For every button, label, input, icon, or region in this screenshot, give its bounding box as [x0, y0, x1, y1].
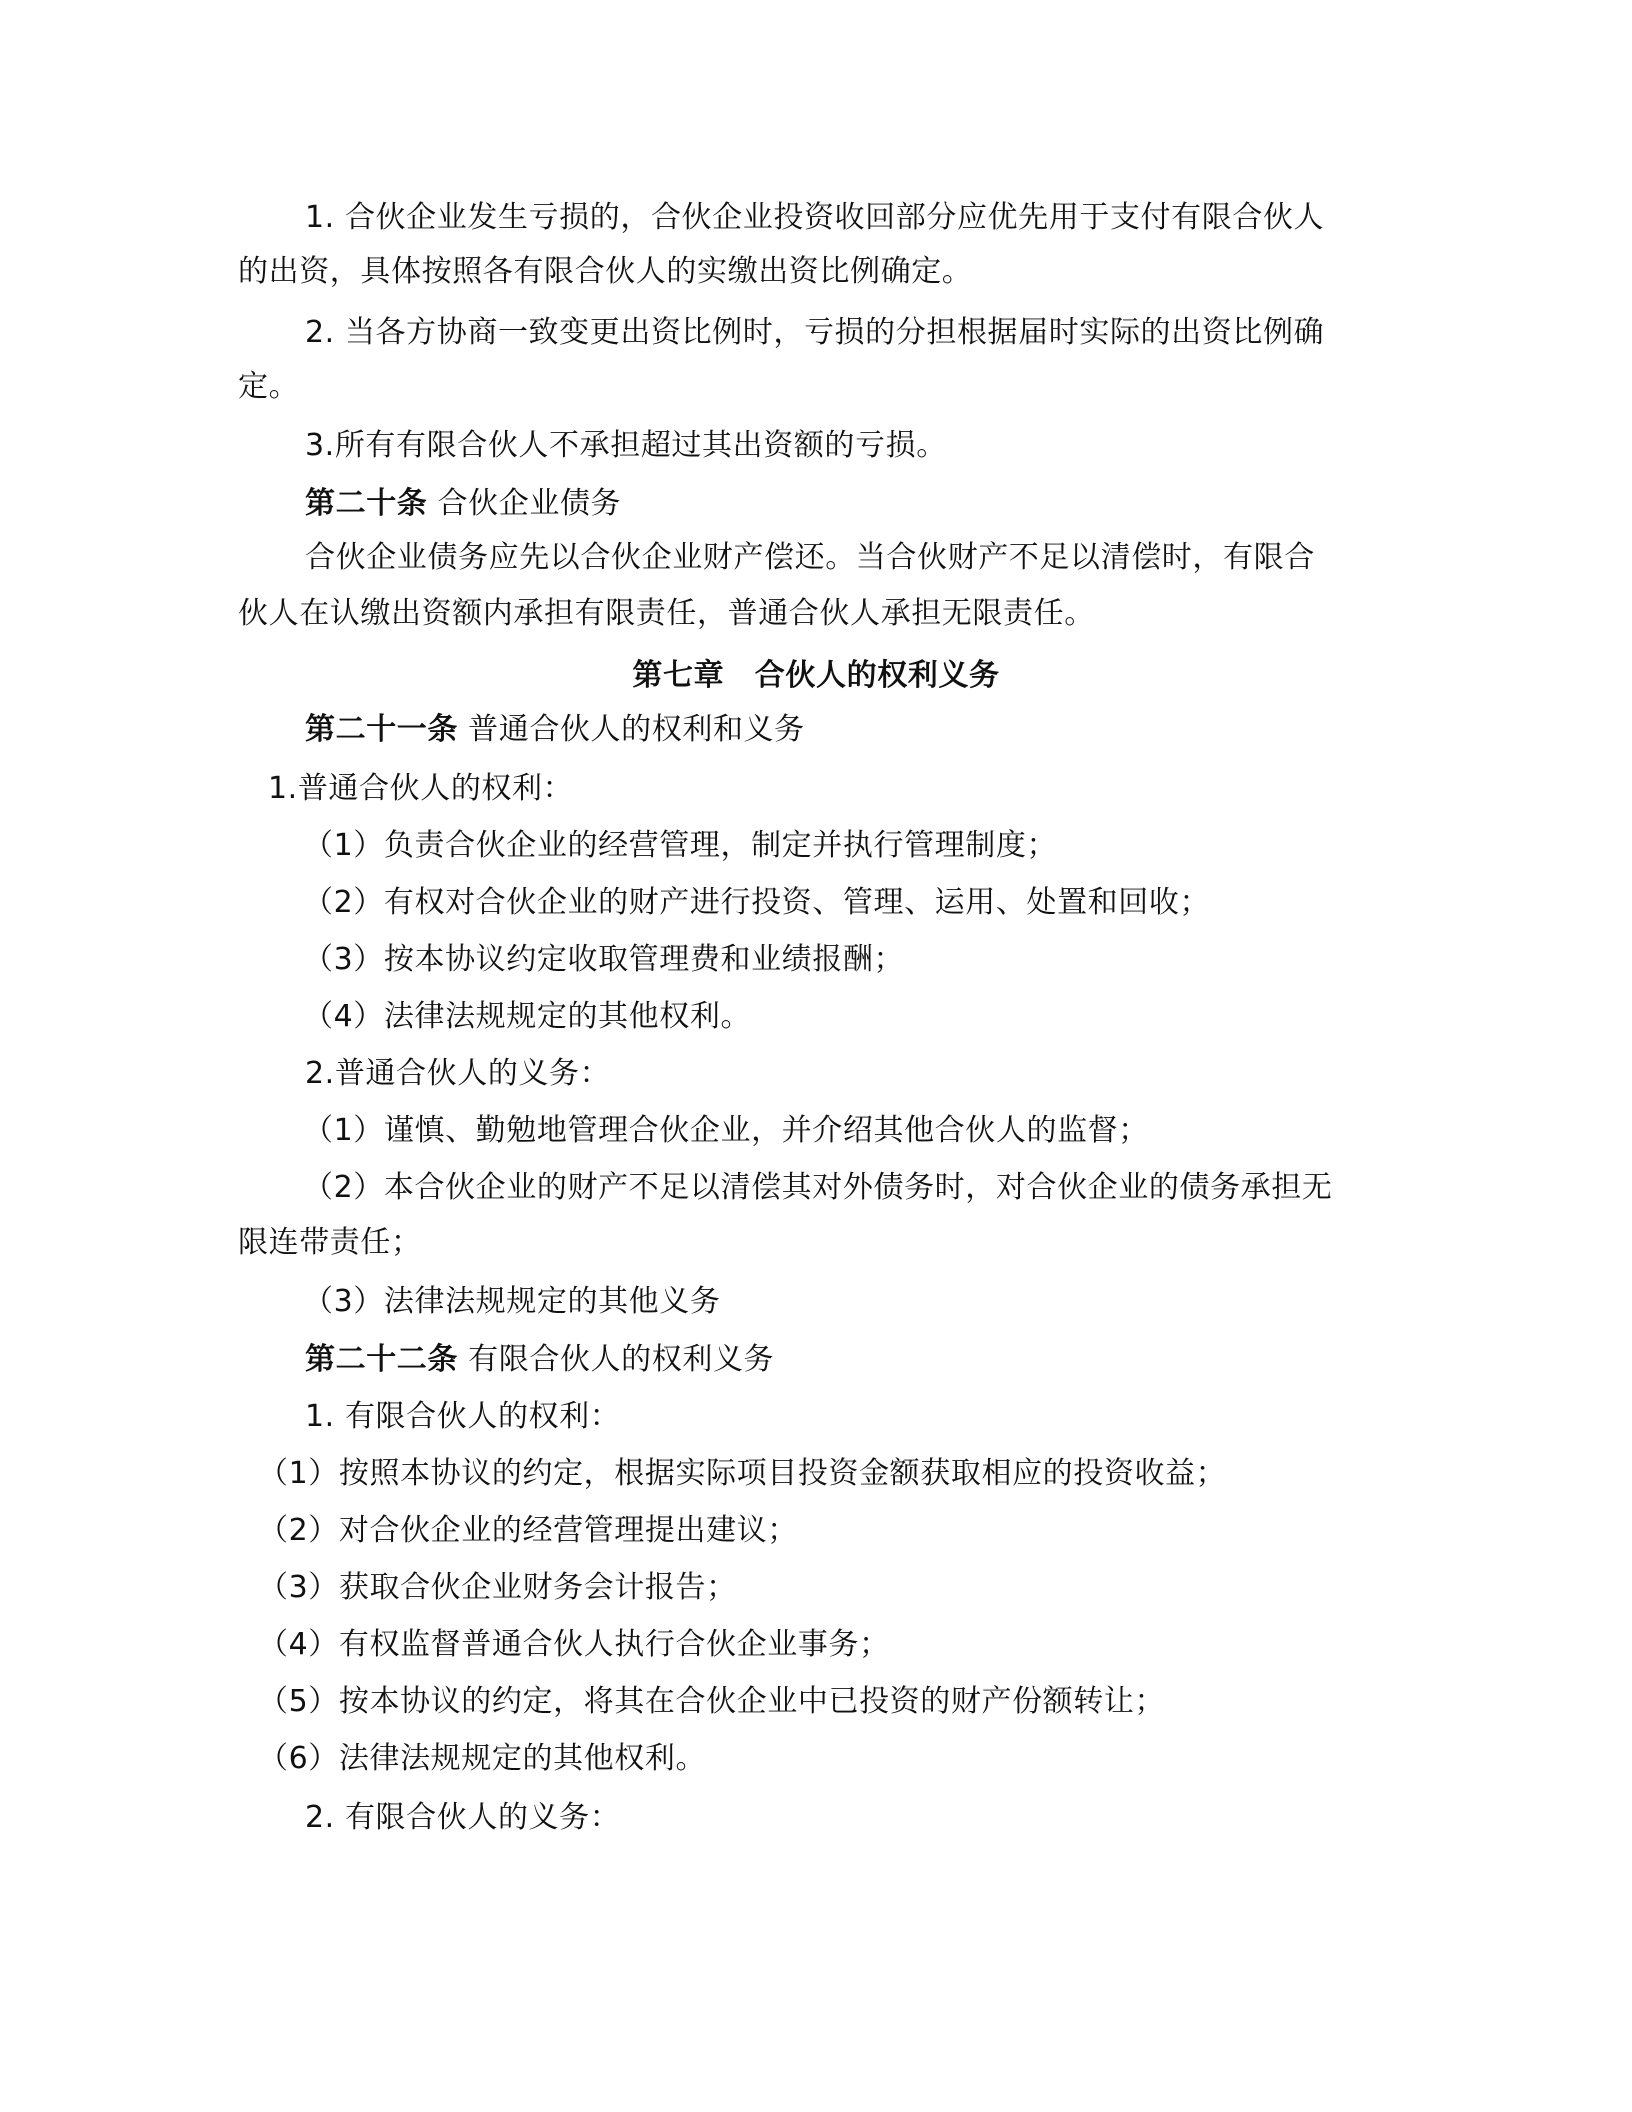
article-21-number: 第二十一条 [305, 712, 458, 747]
article-22-right-item: （1）按照本协议的约定，根据实际项目投资金额获取相应的投资收益； [258, 1456, 1227, 1491]
article-21-right-item: （2）有权对合伙企业的财产进行投资、管理、运用、处置和回收； [303, 885, 1211, 920]
article-21-duty-item-2-line-1: （2）本合伙企业的财产不足以清偿其对外债务时，对合伙企业的债务承担无 [303, 1170, 1333, 1205]
article-22-right-item: （6）法律法规规定的其他权利。 [258, 1741, 707, 1776]
article-21-right-item: （1）负责合伙企业的经营管理，制定并执行管理制度； [303, 828, 1058, 863]
article-22-number: 第二十二条 [305, 1342, 458, 1377]
article-22-rights-heading: 1. 有限合伙人的权利： [305, 1399, 621, 1434]
article-21-duty-item-2-line-2: 限连带责任； [238, 1225, 422, 1260]
article-20-body-line-1: 合伙企业债务应先以合伙企业财产偿还。当合伙财产不足以清偿时，有限合 [305, 540, 1315, 575]
article-21-right-item: （4）法律法规规定的其他权利。 [303, 999, 752, 1034]
article-22-right-item: （4）有权监督普通合伙人执行合伙企业事务； [258, 1627, 890, 1662]
losses-clause-2-line-2: 定。 [238, 369, 300, 404]
article-21-rights-heading: 1.普通合伙人的权利： [268, 771, 574, 806]
article-22-heading [305, 1340, 774, 1380]
losses-clause-1-line-1: 1. 合伙企业发生亏损的，合伙企业投资收回部分应优先用于支付有限合伙人 [305, 200, 1325, 235]
losses-clause-3: 3.所有有限合伙人不承担超过其出资额的亏损。 [305, 428, 947, 463]
article-20-body-line-2: 伙人在认缴出资额内承担有限责任，普通合伙人承担无限责任。 [238, 596, 1095, 631]
article-21-duties-heading: 2.普通合伙人的义务： [305, 1056, 611, 1091]
article-20-heading [305, 484, 621, 524]
article-20-number: 第二十条 [305, 486, 428, 521]
losses-clause-2-line-1: 2. 当各方协商一致变更出资比例时，亏损的分担根据届时实际的出资比例确 [305, 315, 1325, 350]
losses-clause-1-line-2: 的出资，具体按照各有限合伙人的实缴出资比例确定。 [238, 254, 973, 289]
article-21-duty-item: （3）法律法规规定的其他义务 [303, 1284, 721, 1319]
article-21-heading [305, 710, 805, 750]
article-22-duties-heading: 2. 有限合伙人的义务： [305, 1800, 621, 1835]
article-21-duty-item: （1）谨慎、勤勉地管理合伙企业，并介绍其他合伙人的监督； [303, 1113, 1149, 1148]
article-22-right-item: （5）按本协议的约定，将其在合伙企业中已投资的财产份额转让； [258, 1684, 1166, 1719]
article-21-title: 普通合伙人的权利和义务 [468, 712, 805, 747]
article-21-right-item: （3）按本协议约定收取管理费和业绩报酬； [303, 942, 905, 977]
article-20-title: 合伙企业债务 [437, 486, 622, 521]
article-22-right-item: （3）获取合伙企业财务会计报告； [258, 1570, 737, 1605]
article-22-title: 有限合伙人的权利义务 [468, 1342, 775, 1377]
chapter-7-heading: 第七章 合伙人的权利义务 [632, 658, 1000, 693]
article-22-right-item: （2）对合伙企业的经营管理提出建议； [258, 1513, 798, 1548]
